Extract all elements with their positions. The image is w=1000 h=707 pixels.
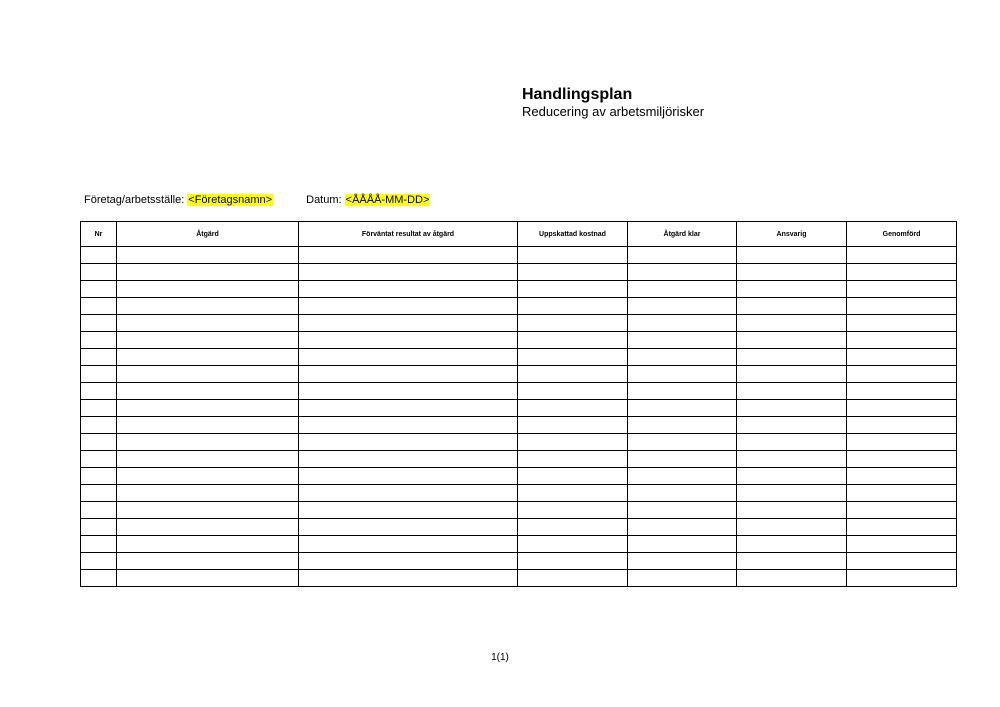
table-row	[81, 519, 957, 536]
table-cell[interactable]	[737, 298, 847, 315]
table-row	[81, 417, 957, 434]
table-cell[interactable]	[628, 366, 737, 383]
table-cell[interactable]	[737, 383, 847, 400]
table-cell[interactable]	[299, 553, 518, 570]
table-cell[interactable]	[518, 434, 628, 451]
table-cell[interactable]	[847, 298, 957, 315]
table-cell[interactable]	[117, 298, 299, 315]
table-cell[interactable]	[117, 536, 299, 553]
table-cell[interactable]	[847, 502, 957, 519]
table-cell[interactable]	[299, 519, 518, 536]
table-cell[interactable]	[518, 383, 628, 400]
table-cell[interactable]	[847, 468, 957, 485]
table-cell[interactable]	[81, 349, 117, 366]
table-cell[interactable]	[81, 536, 117, 553]
column-header-nr: Nr	[81, 222, 117, 247]
table-cell[interactable]	[518, 349, 628, 366]
table-cell[interactable]	[299, 315, 518, 332]
table-cell[interactable]	[518, 247, 628, 264]
table-cell[interactable]	[628, 451, 737, 468]
table-cell[interactable]	[737, 536, 847, 553]
table-cell[interactable]	[117, 434, 299, 451]
table-cell[interactable]	[81, 315, 117, 332]
table-cell[interactable]	[299, 400, 518, 417]
table-cell[interactable]	[737, 332, 847, 349]
table-cell[interactable]	[81, 468, 117, 485]
table-cell[interactable]	[299, 417, 518, 434]
table-cell[interactable]	[737, 570, 847, 587]
table-cell[interactable]	[299, 298, 518, 315]
table-cell[interactable]	[628, 400, 737, 417]
table-cell[interactable]	[299, 264, 518, 281]
table-cell[interactable]	[81, 502, 117, 519]
table-cell[interactable]	[81, 332, 117, 349]
table-cell[interactable]	[628, 315, 737, 332]
table-cell[interactable]	[737, 434, 847, 451]
table-cell[interactable]	[81, 298, 117, 315]
table-row	[81, 315, 957, 332]
date-label: Datum:	[306, 194, 342, 206]
table-cell[interactable]	[737, 417, 847, 434]
table-cell[interactable]	[737, 502, 847, 519]
column-header-forvantat-resultat: Förväntat resultat av åtgärd	[299, 222, 518, 247]
table-row	[81, 434, 957, 451]
table-cell[interactable]	[847, 570, 957, 587]
table-cell[interactable]	[81, 247, 117, 264]
table-cell[interactable]	[847, 434, 957, 451]
table-row	[81, 485, 957, 502]
table-cell[interactable]	[847, 247, 957, 264]
table-cell[interactable]	[518, 519, 628, 536]
table-cell[interactable]	[299, 281, 518, 298]
table-cell[interactable]	[117, 264, 299, 281]
table-cell[interactable]	[847, 400, 957, 417]
document-header	[522, 86, 704, 119]
table-cell[interactable]	[847, 281, 957, 298]
table-cell[interactable]	[518, 485, 628, 502]
column-header-atgard: Åtgärd	[117, 222, 299, 247]
table-row	[81, 247, 957, 264]
table-cell[interactable]	[628, 434, 737, 451]
table-cell[interactable]	[518, 281, 628, 298]
table-row	[81, 536, 957, 553]
table-cell[interactable]	[299, 349, 518, 366]
info-line	[84, 193, 430, 207]
document-title: Handlingsplan	[522, 86, 633, 103]
table-row	[81, 400, 957, 417]
table-cell[interactable]	[518, 536, 628, 553]
table-cell[interactable]	[518, 570, 628, 587]
table-cell[interactable]	[117, 315, 299, 332]
table-cell[interactable]	[81, 366, 117, 383]
table-row	[81, 383, 957, 400]
table-cell[interactable]	[628, 298, 737, 315]
table-cell[interactable]	[847, 485, 957, 502]
table-header-row	[81, 222, 957, 247]
table-cell[interactable]	[518, 366, 628, 383]
table-cell[interactable]	[628, 536, 737, 553]
table-row	[81, 366, 957, 383]
table-cell[interactable]	[299, 468, 518, 485]
page-number: 1(1)	[491, 652, 509, 663]
table-row	[81, 502, 957, 519]
table-cell[interactable]	[117, 570, 299, 587]
company-label: Företag/arbetsställe:	[84, 194, 185, 206]
table-cell[interactable]	[117, 502, 299, 519]
table-cell[interactable]	[737, 468, 847, 485]
table-cell[interactable]	[299, 570, 518, 587]
table-row	[81, 281, 957, 298]
table-cell[interactable]	[847, 553, 957, 570]
company-placeholder[interactable]: <Företagsnamn>	[188, 194, 273, 206]
table-cell[interactable]	[81, 400, 117, 417]
table-row	[81, 468, 957, 485]
table-row	[81, 553, 957, 570]
table-cell[interactable]	[299, 332, 518, 349]
table-cell[interactable]	[299, 383, 518, 400]
table-cell[interactable]	[847, 332, 957, 349]
table-cell[interactable]	[299, 434, 518, 451]
table-cell[interactable]	[737, 553, 847, 570]
column-header-uppskattad-kostnad: Uppskattad kostnad	[518, 222, 628, 247]
table-cell[interactable]	[81, 383, 117, 400]
table-cell[interactable]	[117, 383, 299, 400]
table-row	[81, 332, 957, 349]
table-cell[interactable]	[737, 264, 847, 281]
table-cell[interactable]	[299, 536, 518, 553]
table-cell[interactable]	[847, 315, 957, 332]
table-cell[interactable]	[117, 468, 299, 485]
table-cell[interactable]	[628, 485, 737, 502]
table-cell[interactable]	[737, 451, 847, 468]
table-cell[interactable]	[81, 434, 117, 451]
table-cell[interactable]	[518, 298, 628, 315]
table-cell[interactable]	[299, 485, 518, 502]
table-cell[interactable]	[737, 281, 847, 298]
table-cell[interactable]	[628, 502, 737, 519]
table-cell[interactable]	[628, 468, 737, 485]
table-cell[interactable]	[518, 315, 628, 332]
table-row	[81, 451, 957, 468]
table-cell[interactable]	[81, 485, 117, 502]
table-cell[interactable]	[628, 332, 737, 349]
table-cell[interactable]	[117, 451, 299, 468]
date-placeholder[interactable]: <ÅÅÅÅ-MM-DD>	[345, 194, 430, 206]
table-cell[interactable]	[628, 417, 737, 434]
table-cell[interactable]	[81, 519, 117, 536]
document-subtitle: Reducering av arbetsmiljörisker	[522, 104, 705, 119]
table-cell[interactable]	[737, 400, 847, 417]
table-cell[interactable]	[117, 247, 299, 264]
table-cell[interactable]	[847, 519, 957, 536]
table-cell[interactable]	[737, 349, 847, 366]
table-cell[interactable]	[518, 332, 628, 349]
table-cell[interactable]	[81, 264, 117, 281]
table-cell[interactable]	[518, 451, 628, 468]
table-cell[interactable]	[847, 349, 957, 366]
table-cell[interactable]	[628, 519, 737, 536]
table-cell[interactable]	[737, 485, 847, 502]
table-cell[interactable]	[117, 417, 299, 434]
table-cell[interactable]	[81, 281, 117, 298]
table-body	[81, 247, 957, 587]
table-cell[interactable]	[117, 281, 299, 298]
table-cell[interactable]	[628, 281, 737, 298]
table-cell[interactable]	[299, 502, 518, 519]
table-cell[interactable]	[847, 417, 957, 434]
table-cell[interactable]	[117, 485, 299, 502]
table-cell[interactable]	[737, 247, 847, 264]
column-header-atgard-klar: Åtgärd klar	[628, 222, 737, 247]
table-cell[interactable]	[628, 264, 737, 281]
table-cell[interactable]	[81, 451, 117, 468]
table-cell[interactable]	[628, 383, 737, 400]
column-header-ansvarig: Ansvarig	[737, 222, 847, 247]
table-cell[interactable]	[81, 417, 117, 434]
table-cell[interactable]	[847, 366, 957, 383]
table-cell[interactable]	[847, 264, 957, 281]
table-cell[interactable]	[518, 400, 628, 417]
table-cell[interactable]	[518, 468, 628, 485]
table-cell[interactable]	[117, 332, 299, 349]
table-cell[interactable]	[518, 264, 628, 281]
table-cell[interactable]	[117, 349, 299, 366]
table-cell[interactable]	[81, 570, 117, 587]
table-cell[interactable]	[299, 451, 518, 468]
table-cell[interactable]	[117, 553, 299, 570]
table-cell[interactable]	[847, 536, 957, 553]
table-cell[interactable]	[117, 366, 299, 383]
table-cell[interactable]	[117, 519, 299, 536]
table-row	[81, 264, 957, 281]
table-cell[interactable]	[628, 553, 737, 570]
table-cell[interactable]	[847, 451, 957, 468]
table-cell[interactable]	[628, 247, 737, 264]
table-row	[81, 570, 957, 587]
table-cell[interactable]	[518, 417, 628, 434]
table-cell[interactable]	[737, 519, 847, 536]
table-row	[81, 298, 957, 315]
table-row	[81, 349, 957, 366]
table-cell[interactable]	[299, 366, 518, 383]
table-cell[interactable]	[628, 570, 737, 587]
table-cell[interactable]	[518, 553, 628, 570]
action-plan-table	[80, 221, 957, 587]
table-cell[interactable]	[628, 349, 737, 366]
table-cell[interactable]	[847, 383, 957, 400]
column-header-genomford: Genomförd	[847, 222, 957, 247]
table-cell[interactable]	[518, 502, 628, 519]
table-cell[interactable]	[737, 315, 847, 332]
table-cell[interactable]	[81, 553, 117, 570]
table-cell[interactable]	[117, 400, 299, 417]
table-cell[interactable]	[299, 247, 518, 264]
table-cell[interactable]	[737, 366, 847, 383]
